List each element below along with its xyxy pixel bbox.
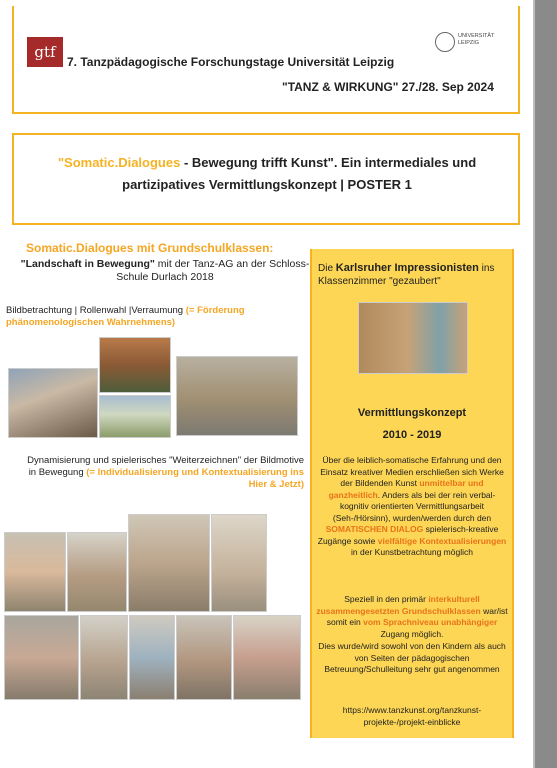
event-title: 7. Tanzpädagogische Forschungstage Universität Leipzig [67, 55, 395, 69]
concept-paragraph-1 [316, 455, 508, 559]
para1-text-a: Über die leiblich-somatische Erfahrung und den Einsatz kreativer Medien erschließen sich Werke der Bildenden Kunst [320, 455, 504, 488]
para1-accent-b: unmittelbar und ganzheitlich [328, 478, 484, 500]
para2-accent-d: vom Sprachniveau unabhängiger [363, 617, 498, 627]
photo-dance-7 [129, 615, 175, 700]
photo-dance-3 [128, 514, 210, 612]
step-two-text: Dynamisierung und spielerisches "Weiterzeichnen" der Bildmotive in Bewegung [27, 455, 304, 478]
concept-paragraph-2 [316, 594, 508, 640]
photo-dance-5 [4, 615, 79, 700]
step-two-caption [26, 455, 304, 491]
university-name: UNIVERSITÄT LEIPZIG [458, 33, 495, 46]
para2-text-c: war/ist somit ein [326, 605, 508, 627]
poster-title-rest: - Bewegung trifft Kunst". Ein intermediales und partizipatives Vermittlungskonzept | POSTER 1 [122, 155, 477, 192]
concept-heading [310, 402, 514, 446]
photo-dance-4 [211, 514, 267, 612]
section-subtitle [20, 258, 310, 284]
section-subtitle-bold: "Landschaft in Bewegung" [20, 258, 155, 270]
step-one-accent: (= Förderung phänomenologischen Wahrnehmens) [6, 305, 245, 328]
para1-accent-d: SOMATISCHEN DIALOG [325, 524, 424, 534]
para1-accent-f: vielfältige Kontextualisierungen [377, 535, 507, 546]
step-one-caption [6, 305, 301, 329]
para2-text-a: Speziell in den primär [344, 594, 429, 604]
photo-dance-2 [67, 532, 127, 612]
section-subtitle-rest: mit der Tanz-AG an der Schloss-Schule Durlach 2018 [116, 258, 310, 283]
concept-years: 2010 - 2019 [382, 429, 442, 441]
step-one-text: Bildbetrachtung | Rollenwahl |Verraumung [6, 305, 186, 316]
right-heading-bold: Karlsruher Impressionisten [335, 262, 479, 274]
page-edge [533, 0, 535, 768]
right-panel-heading [318, 262, 513, 288]
poster-title [22, 152, 512, 196]
concept-paragraph-3: Dies wurde/wird sowohl von den Kindern als auch von Seiten der pädagogischen Betreuung/Schulleitung sehr gut angenommen [318, 641, 506, 674]
section-title: Somatic.Dialogues mit Grundschulklassen: [26, 241, 274, 255]
para1-text-g: in der Kunstbetrachtung möglich [351, 547, 473, 557]
photo-dance-8 [176, 615, 232, 700]
para1-text-c: . Anders als bei der rein verbal-kognitiv orientierten Vermittlungsarbeit (Seh-/Hörsinn), wurden/werden durch den [332, 489, 496, 523]
photo-painting-forest [99, 337, 171, 393]
step-two-accent: (= Individualisierung und Kontextualisierung ins Hier & Jetzt) [86, 467, 304, 490]
project-link[interactable]: https://www.tanzkunst.org/tanzkunst-projekte-/projekt-einblicke [342, 705, 482, 727]
right-heading-rest: ins Klassenzimmer "gezaubert" [318, 263, 495, 287]
event-subtitle: "TANZ & WIRKUNG" 27./28. Sep 2024 [282, 80, 494, 94]
university-seal-icon [435, 32, 455, 52]
photo-classroom-dance [176, 356, 298, 436]
photo-dance-9 [233, 615, 301, 700]
page-shadow [535, 0, 557, 768]
photo-classroom-impressionists [358, 302, 468, 374]
photo-painting-landscape [99, 395, 171, 438]
photo-children-movement [8, 368, 98, 438]
photo-dance-6 [80, 615, 128, 700]
para2-accent-b: interkulturell zusammengesetzten Grundschulklassen [316, 594, 481, 616]
poster-title-accent: "Somatic.Dialogues [57, 155, 181, 170]
photo-dance-1 [4, 532, 66, 612]
para1-text-e: spielerisch-kreative Zugänge sowie [317, 524, 499, 546]
gtf-logo: gtf [27, 37, 63, 67]
right-heading-pre: Die [318, 263, 336, 274]
para2-text-e: Zugang möglich. [380, 628, 444, 639]
concept-title: Vermittlungskonzept [357, 407, 467, 419]
